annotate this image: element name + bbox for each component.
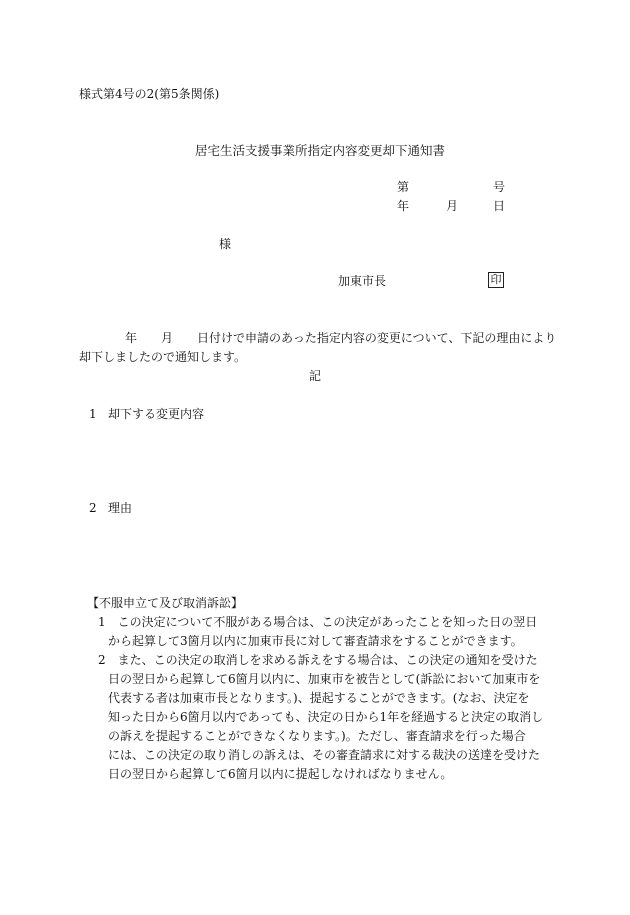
- date-year: 年: [397, 199, 410, 213]
- item2-number: 2: [89, 501, 97, 515]
- body-text-line2: 却下しましたので通知します。: [79, 350, 247, 364]
- issuer-name: 加東市長: [338, 274, 387, 288]
- doc-number-dai: 第: [397, 180, 410, 194]
- appeal-line: 知った日から6箇月以内であっても、決定の日から1年を経過すると決定の取消し: [108, 710, 544, 724]
- appeal-line: から起算して3箇月以内に加東市長に対して審査請求をすることができます。: [108, 634, 523, 648]
- recipient-suffix: 様: [219, 237, 232, 251]
- item1-label: 却下する変更内容: [108, 407, 205, 421]
- appeal-line: 2 また、この決定の取消しを求める訴えをする場合は、この決定の通知を受けた: [98, 653, 538, 667]
- appeal-line: には、この決定の取り消しの訴えは、その審査請求に対する裁決の送達を受けた: [108, 748, 541, 762]
- appeal-line: 日の翌日から起算して6箇月以内に、加東市を被告として(訴訟において加東市を: [108, 672, 541, 686]
- body-text-line1: 日付けで申請のあった指定内容の変更について、下記の理由により: [197, 331, 557, 345]
- appeal-line: 1 この決定について不服がある場合は、この決定があったことを知った日の翌日: [98, 615, 538, 629]
- appeal-line: の訴えを提起することができなくなります。)。ただし、審査請求を行った場合: [108, 729, 526, 743]
- seal-mark: 印: [488, 272, 504, 288]
- date-day: 日: [493, 199, 506, 213]
- appeal-heading: 【不服申立て及び取消訴訟】: [87, 596, 244, 610]
- appeal-line: 日の翌日から起算して6箇月以内に提起しなければなりません。: [108, 767, 453, 781]
- item2-label: 理由: [108, 501, 133, 515]
- ki-mark: 記: [309, 369, 322, 383]
- doc-number-go: 号: [493, 180, 506, 194]
- form-number: 様式第4号の2(第5条関係): [79, 87, 220, 101]
- body-month: 月: [161, 331, 174, 345]
- body-year: 年: [125, 331, 138, 345]
- appeal-line: 代表する者は加東市長となります。)、提起することができます。(なお、決定を: [108, 691, 530, 705]
- document-title: 居宅生活支援事業所指定内容変更却下通知書: [195, 143, 446, 158]
- date-month: 月: [446, 199, 459, 213]
- item1-number: 1: [89, 407, 97, 421]
